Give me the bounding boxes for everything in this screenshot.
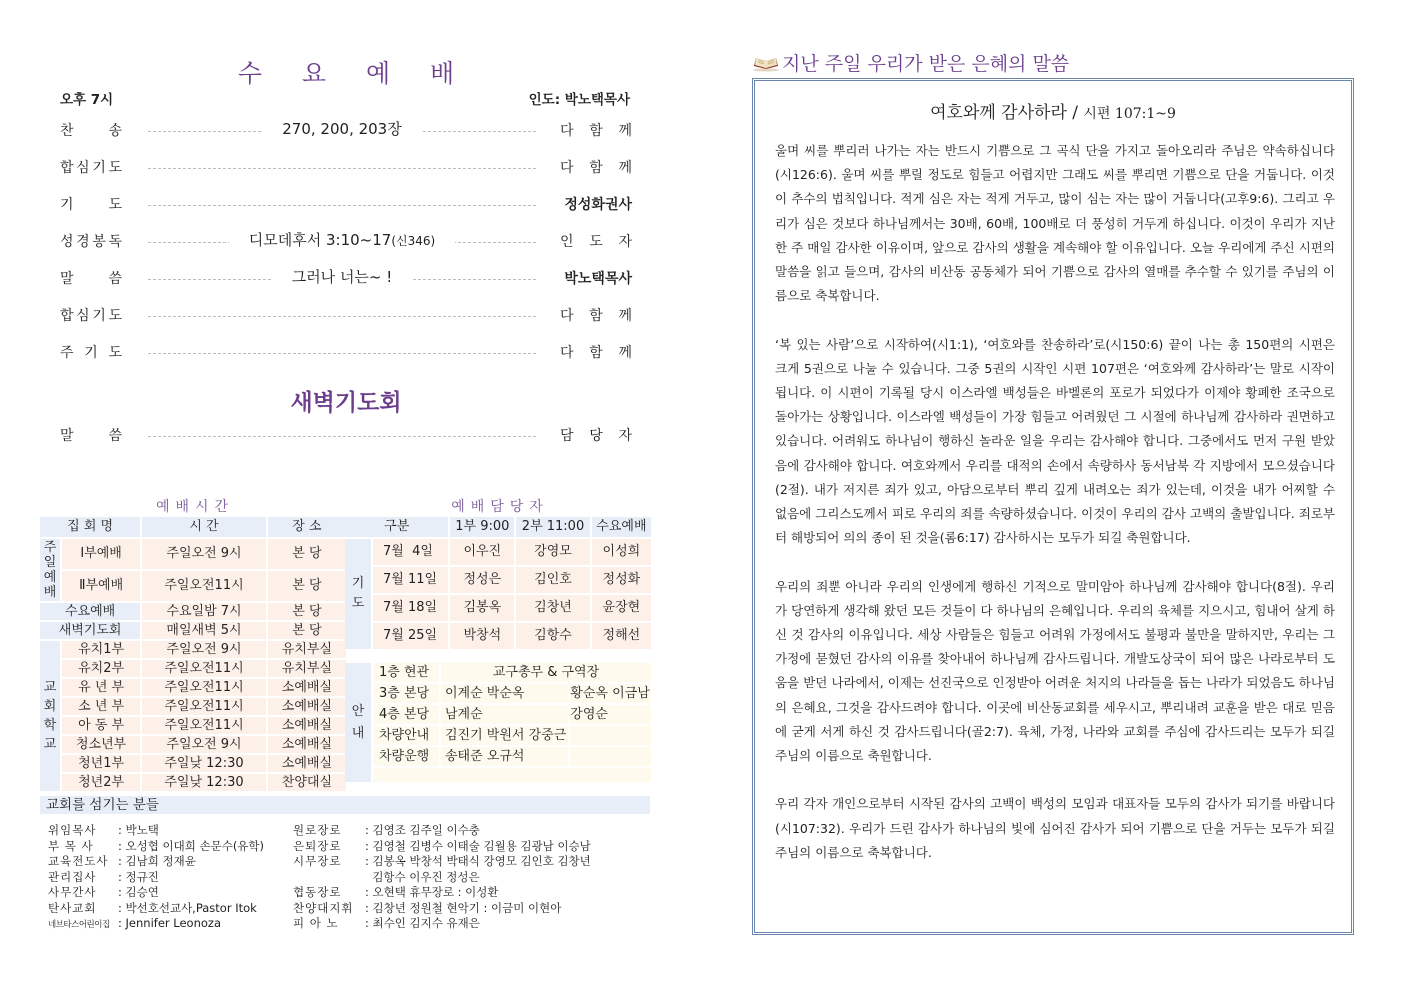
sermon-paragraph: 우리 각자 개인으로부터 시작된 감사의 고백이 백성의 모임과 대표자들 모두의 감사가 되기를 바랍니다(시107:32). 우리가 드린 감사가 하나님의 빛에 심어진 감사가 되어 기쁨으로 단을 거두는 모두가 되길 주님의 이름으로 축복합니다. <box>775 796 1335 860</box>
server-names: 김봉옥 박창석 박태식 강영모 김인호 김창년 <box>372 854 591 868</box>
char: 께 <box>618 308 632 324</box>
service-place: 본 당 <box>268 571 346 601</box>
separator: : <box>118 838 126 853</box>
server-role: 교육전도사 <box>48 854 109 868</box>
guide-place: 4층 본당 <box>373 705 439 724</box>
service-name: Ⅰ부예배 <box>62 539 140 569</box>
server-row <box>293 901 591 917</box>
table-row <box>40 622 346 639</box>
sermon-reference: 시편 107:1~9 <box>1083 106 1176 122</box>
dotted-leader <box>148 205 536 206</box>
service-place: 본 당 <box>268 603 346 620</box>
order-row <box>60 342 632 364</box>
servers-title: 교회를 섬기는 분들 <box>40 796 650 814</box>
guide-names <box>570 747 651 766</box>
sermon-header-text: 지난 주일 우리가 받은 은혜의 말씀 <box>782 53 1070 75</box>
guide-place: 1층 현관 <box>373 663 439 682</box>
separator: : <box>118 823 126 837</box>
empty-cell <box>373 768 651 782</box>
server-names: 김남희 정재윤 <box>125 854 196 868</box>
guide-names: 황순옥 이금남 <box>570 684 651 703</box>
servers-right-list <box>293 823 591 932</box>
order-center-note: (신346) <box>391 234 436 248</box>
service-time: 주일오전11시 <box>142 698 266 715</box>
order-label <box>60 194 122 214</box>
service-place: 유치부실 <box>268 641 346 658</box>
order-label <box>60 157 122 177</box>
server-row <box>48 870 264 886</box>
guide-place: 차량운행 <box>373 747 439 766</box>
service-place: 본 당 <box>268 622 346 639</box>
server-names: 김영조 김주일 이수충 <box>372 823 480 837</box>
order-center <box>148 266 536 287</box>
guide-names: 남계순 <box>441 705 568 724</box>
service-time: 주일오전11시 <box>142 571 266 601</box>
service-name: 청년2부 <box>62 774 140 791</box>
header-cell: 수요예배 <box>592 517 651 537</box>
guide-names <box>570 726 651 745</box>
separator: : <box>118 916 126 930</box>
table-row <box>345 623 651 649</box>
order-row <box>60 425 632 447</box>
header-cell: 시 간 <box>142 517 266 537</box>
char: 기 <box>60 197 74 213</box>
group-cell: 교 회 학 교 <box>40 641 60 791</box>
group-cell: 기 도 <box>345 539 371 649</box>
sermon-paragraph: ‘복 있는 사람’으로 시작하여(시1:1), ‘여호와를 찬송하라’로(시150:6) 끝이 나는 총 150편의 시편은 크게 5권으로 나눌 수 있습니다. 그중 5권의 시작인 시편 107편은 ‘여호와께 감사하라’는 말로 시작이 됩니다. 이 시편이 기록될 당시 이스라엘 백성들은 바벨론의 포로가 되었다가 이제야 황폐한 조국으로 돌아가는 상황입니다. 이스라엘 백성들이 가장 힘들고 어려웠던 그 시절에 하나님께 감사하라 권면하고 있습니다. 어려워도 하나님이 행하신 놀라운 일을 우리는 감사해야 합니다. 그중에서도 먼저 구원 받았음에 감사해야 합니다. 여호와께서 우리를 대적의 손에서 속량하사 동서남북 각 지방에서 모으셨습니다(2절). 내가 저지른 죄가 있고, 아담으로부터 뿌리 깊게 내려오는 죄가 있는데, 이것을 내가 어찌할 수 없음에 그리스도께서 피로 우리의 죄를 속량하셨습니다. 이것이 우리의 감사 고백의 출발입니다. 죄로부터 해방되어 의의 종이 된 것을(롬6:17) 감사하시는 모두가 되길 축원합니다. <box>775 336 1335 546</box>
order-label <box>60 231 122 251</box>
char: 송 <box>108 123 122 139</box>
dawn-prayer-title: 새벽기도회 <box>290 390 402 416</box>
wednesday-service-title: 수 요 예 배 <box>237 59 471 88</box>
duty-table <box>343 515 653 651</box>
server-row <box>48 916 264 934</box>
char: 합 <box>60 308 74 324</box>
sermon-body <box>775 139 1335 889</box>
char: 당 <box>589 428 603 444</box>
char: 도 <box>108 197 122 213</box>
server-row <box>293 839 591 855</box>
duty-first: 정성은 <box>450 567 514 593</box>
char: 자 <box>618 428 632 444</box>
sermon-title-text: 여호와께 감사하라 / <box>930 103 1084 123</box>
server-role: 피 아 노 <box>293 916 339 930</box>
service-name: 청년1부 <box>62 755 140 772</box>
group-cell: 안 내 <box>345 663 371 782</box>
schedule-table <box>38 515 348 793</box>
service-time: 오후 7시 <box>60 92 114 108</box>
server-role: 은퇴장로 <box>293 838 342 853</box>
separator: : <box>365 838 373 853</box>
char: 말 <box>60 271 74 287</box>
order-label <box>60 342 122 362</box>
service-place: 소예배실 <box>268 736 346 753</box>
server-names: 오성협 이대희 손문수(유학) <box>125 838 265 853</box>
char: 다 <box>560 345 574 361</box>
guide-names: 강영순 <box>570 705 651 724</box>
header-cell: 2부 11:00 <box>516 517 590 537</box>
order-who <box>560 120 632 140</box>
service-time: 수요일밤 7시 <box>142 603 266 620</box>
service-time: 주일오전 9시 <box>142 641 266 658</box>
server-row <box>293 885 591 901</box>
separator: : <box>365 854 373 868</box>
server-names: 정규진 <box>125 869 159 884</box>
server-role: 네브타스어린이집 <box>48 920 110 930</box>
table-row <box>345 684 651 703</box>
table-row <box>345 726 651 745</box>
service-time: 주일오전 9시 <box>142 736 266 753</box>
char: 도 <box>589 234 603 250</box>
separator: : <box>365 823 373 837</box>
dotted-leader <box>148 168 536 169</box>
service-name: 유치1부 <box>62 641 140 658</box>
order-who: 정성화권사 <box>564 197 632 213</box>
order-row <box>60 268 632 290</box>
server-names: 최수인 김지수 유재은 <box>372 916 480 930</box>
table-row <box>345 705 651 724</box>
char: 성 <box>60 234 74 250</box>
char: 함 <box>589 345 603 361</box>
order-who <box>560 425 632 445</box>
guide-names: 송태준 오규석 <box>441 747 568 766</box>
char: 께 <box>618 345 632 361</box>
wednesday-meta <box>60 88 630 108</box>
char: 심 <box>76 308 90 324</box>
separator: : <box>365 900 373 915</box>
char: 다 <box>560 123 574 139</box>
char: 기 <box>84 345 98 361</box>
separator: : <box>118 854 126 868</box>
table-row <box>40 698 346 715</box>
service-place: 본 당 <box>268 539 346 569</box>
schedule-caption: 예배시간 <box>155 499 235 515</box>
char: 경 <box>76 234 90 250</box>
server-role: 찬양대지휘 <box>293 900 354 915</box>
sermon-paragraph: 우리의 죄뿐 아니라 우리의 인생에게 행하신 기적으로 말미암아 하나님께 감사해야 합니다(8절). 우리가 당연하게 생각해 왔던 모든 것들이 다 하나님의 은혜입니다. 우리의 육체를 지으시고, 힘내어 살게 하신 것 감사의 이유입니다. 세상 사람들은 힘들고 어려워 가정에서도 불평과 불만을 말하지만, 우리는 그 가정에 묻혔던 감사의 이유를 찾아내어 하나님께 감사드립니다. 개발도상국이 되어 많은 나라로부터 도움을 받던 나라에서, 이제는 선진국으로 인정받아 어려운 처지의 나라들을 돕는 나라가 되었음도 하나님의 은혜요, 그것을 감사드려야 합니다. 이곳에 비산동교회를 세우시고, 뿌리내려 교훈을 받은 대로 믿음에 굳게 서게 하신 것 감사드립니다(골2:7). 육체, 가정, 나라와 교회를 주심에 감사드리는 모두가 되길 주님의 이름으로 축원합니다. <box>775 578 1335 764</box>
char: 씀 <box>108 428 122 444</box>
sermon-box <box>752 78 1354 935</box>
service-place: 소예배실 <box>268 755 346 772</box>
guide-names: 김진기 박원서 강중근 <box>441 726 568 745</box>
char: 주 <box>60 345 74 361</box>
server-names: Jennifer Leonoza <box>125 916 222 930</box>
duty-wed: 정성화 <box>592 567 651 593</box>
char: 찬 <box>60 123 74 139</box>
service-place: 찬양대실 <box>268 774 346 791</box>
order-center <box>148 229 536 250</box>
table-row <box>345 747 651 766</box>
char: 봉 <box>92 234 106 250</box>
server-row <box>48 901 264 917</box>
service-name: 소 년 부 <box>62 698 140 715</box>
server-role: 관리집사 <box>48 869 97 884</box>
service-name: 유 년 부 <box>62 679 140 696</box>
server-row <box>48 854 264 870</box>
server-names: 박선호선교사,Pastor Itok <box>125 900 257 915</box>
order-who: 박노택목사 <box>564 271 632 287</box>
table-row <box>40 717 346 734</box>
duty-wed: 정해선 <box>592 623 651 649</box>
open-book-icon <box>752 54 780 72</box>
server-row <box>48 885 264 901</box>
service-place: 유치부실 <box>268 660 346 677</box>
char: 말 <box>60 428 74 444</box>
duty-wed: 윤장현 <box>592 595 651 621</box>
server-names: 오현택 휴무장로 : 이성환 <box>372 885 499 899</box>
service-time: 주일낮 12:30 <box>142 774 266 791</box>
service-name: 새벽기도회 <box>40 622 140 639</box>
header-row <box>40 517 346 537</box>
service-name: Ⅱ부예배 <box>62 571 140 601</box>
duty-first: 이우진 <box>450 539 514 565</box>
order-row <box>60 194 632 216</box>
service-name: 아 동 부 <box>62 717 140 734</box>
char: 도 <box>108 345 122 361</box>
char: 담 <box>560 428 574 444</box>
order-center-text: 디모데후서 3:10~17(신346) <box>229 231 455 249</box>
duty-second: 김인호 <box>516 567 590 593</box>
char: 합 <box>60 160 74 176</box>
service-name: 유치2부 <box>62 660 140 677</box>
guide-place: 차량안내 <box>373 726 439 745</box>
server-role: 탄사교회 <box>48 900 97 915</box>
order-row <box>60 157 632 179</box>
duty-caption: 예배담당자 <box>451 499 549 515</box>
header-cell: 1부 9:00 <box>450 517 514 537</box>
order-who <box>560 305 632 325</box>
separator: : <box>118 900 126 915</box>
duty-second: 김항수 <box>516 623 590 649</box>
table-row <box>40 679 346 696</box>
duty-date: 7월 25일 <box>373 623 448 649</box>
guide-names: 교구총무 & 구역장 <box>441 663 651 682</box>
duty-date: 7월 11일 <box>373 567 448 593</box>
server-role: 부 목 사 <box>48 838 94 853</box>
order-who <box>560 342 632 362</box>
separator: : <box>118 885 126 899</box>
server-names: 박노택 <box>125 823 159 837</box>
server-row <box>48 823 264 839</box>
separator: : <box>118 869 126 884</box>
table-row <box>40 736 346 753</box>
server-role: 시무장로 <box>293 854 342 868</box>
service-place: 소예배실 <box>268 698 346 715</box>
duty-second: 김창년 <box>516 595 590 621</box>
char: 자 <box>618 234 632 250</box>
order-row <box>60 120 632 142</box>
order-row <box>60 305 632 327</box>
dotted-leader <box>148 353 536 354</box>
server-row <box>293 916 591 932</box>
guide-table <box>343 661 653 784</box>
header-cell: 장 소 <box>268 517 346 537</box>
table-row <box>40 603 346 620</box>
service-time: 주일오전11시 <box>142 679 266 696</box>
header-cell: 구분 <box>345 517 448 537</box>
table-row <box>40 571 346 601</box>
char: 다 <box>560 160 574 176</box>
duty-date: 7월 4일 <box>373 539 448 565</box>
header-cell: 집 회 명 <box>40 517 140 537</box>
service-time: 주일오전11시 <box>142 717 266 734</box>
server-names: 김항수 이우진 정성은 <box>372 869 480 884</box>
table-row <box>345 567 651 593</box>
order-label <box>60 268 122 288</box>
server-row <box>293 870 591 886</box>
order-who <box>560 231 632 251</box>
table-row <box>40 660 346 677</box>
order-label <box>60 120 122 140</box>
service-leader: 인도: 박노택목사 <box>528 92 630 108</box>
duty-wed: 이성희 <box>592 539 651 565</box>
char: 독 <box>108 234 122 250</box>
sermon-paragraph: 울며 씨를 뿌리러 나가는 자는 반드시 기쁨으로 그 곡식 단을 가지고 돌아오리라 주님은 약속하십니다(시126:6). 울며 씨를 뿌릴 정도로 힘들고 어렵지만 그래도 씨를 뿌리면 기쁨으로 단을 거둡니다. 이것이 추수의 법칙입니다. 적게 심은 자는 적게 거두고, 많이 심는 자는 많이 거둡니다(고후9:6). 그리고 우리가 심은 것보다 하나님께서는 30배, 60배, 100배로 더 풍성히 거두게 하십니다. 이것이 우리가 지난 한 주 매일 감사한 이유이며, 앞으로 감사의 생활을 계속해야 할 이유입니다. 오늘 우리에게 주신 시편의 말씀을 읽고 들으며, 감사의 비산동 공동체가 되어 기쁨으로 감사의 열매를 추수할 수 있기를 주님의 이름으로 축복합니다. <box>775 143 1335 304</box>
char: 함 <box>589 308 603 324</box>
server-names: 김승연 <box>125 885 159 899</box>
header-row <box>345 517 651 537</box>
group-cell: 주 일 예 배 <box>40 539 60 601</box>
char: 함 <box>589 160 603 176</box>
service-place: 소예배실 <box>268 717 346 734</box>
order-label <box>60 305 122 325</box>
server-names: 김영철 김병수 이태술 김월용 김광남 이승남 <box>372 838 591 853</box>
separator: : <box>365 885 373 899</box>
char: 도 <box>108 160 122 176</box>
duty-first: 박창석 <box>450 623 514 649</box>
order-center <box>148 118 536 139</box>
char: 다 <box>560 308 574 324</box>
dotted-leader <box>148 316 536 317</box>
service-time: 매일새벽 5시 <box>142 622 266 639</box>
table-row <box>345 595 651 621</box>
server-row <box>48 839 264 855</box>
order-row <box>60 231 632 253</box>
order-center-text: 그러나 너는~ ! <box>272 268 413 286</box>
char: 심 <box>76 160 90 176</box>
server-role: 협동장로 <box>293 885 342 899</box>
server-role: 위임목사 <box>48 823 97 837</box>
order-who <box>560 157 632 177</box>
guide-place: 3층 본당 <box>373 684 439 703</box>
char: 께 <box>618 123 632 139</box>
duty-date: 7월 18일 <box>373 595 448 621</box>
table-row <box>40 641 346 658</box>
duty-second: 강영모 <box>516 539 590 565</box>
char: 기 <box>92 308 106 324</box>
char: 도 <box>108 308 122 324</box>
dotted-leader <box>148 436 536 437</box>
servers-left-list <box>48 823 264 934</box>
order-center-text: 270, 200, 203장 <box>262 120 421 138</box>
table-row <box>40 539 346 569</box>
char: 께 <box>618 160 632 176</box>
service-name: 청소년부 <box>62 736 140 753</box>
char: 씀 <box>108 271 122 287</box>
char: 함 <box>589 123 603 139</box>
server-names: 김창년 정원철 현악기 : 이금미 이현아 <box>372 900 562 915</box>
guide-names: 이계순 박순옥 <box>441 684 568 703</box>
service-time: 주일오전 9시 <box>142 539 266 569</box>
service-time: 주일낮 12:30 <box>142 755 266 772</box>
table-row <box>40 755 346 772</box>
table-row <box>345 768 651 782</box>
table-row <box>40 774 346 791</box>
server-row <box>293 823 591 839</box>
server-role: 사무간사 <box>48 885 97 899</box>
server-role: 원로장로 <box>293 823 342 837</box>
duty-first: 김봉옥 <box>450 595 514 621</box>
service-place: 소예배실 <box>268 679 346 696</box>
service-time: 주일오전11시 <box>142 660 266 677</box>
server-row <box>293 854 591 870</box>
table-row <box>345 663 651 682</box>
char: 기 <box>92 160 106 176</box>
char: 인 <box>560 234 574 250</box>
sermon-title <box>755 98 1351 123</box>
separator: : <box>365 916 373 930</box>
order-label <box>60 425 122 445</box>
service-name: 수요예배 <box>40 603 140 620</box>
sermon-header <box>752 49 1069 76</box>
table-row <box>345 539 651 565</box>
